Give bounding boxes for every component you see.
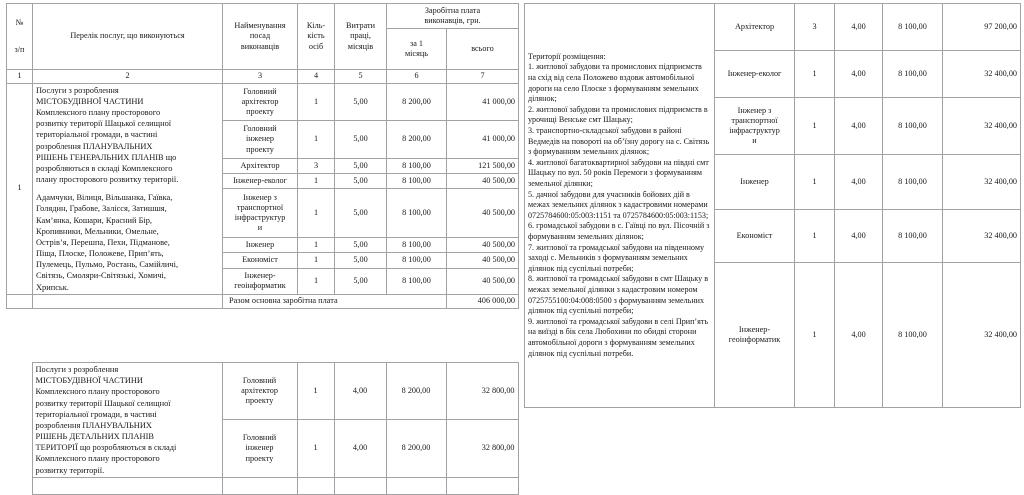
position-line: Головний bbox=[242, 433, 277, 443]
position-line: проекту bbox=[246, 144, 274, 154]
per-month-cell: 8 100,00 bbox=[883, 263, 943, 408]
position-cell: Інженер bbox=[715, 155, 795, 210]
position-cell: Економіст bbox=[223, 253, 298, 268]
header-cell-labour bbox=[335, 4, 387, 70]
desc-line: розвитку території Шацької селищної bbox=[35, 398, 171, 408]
subtotal-value: 406 000,00 bbox=[447, 294, 519, 308]
colnum-6: 6 bbox=[387, 70, 447, 84]
desc-line: розвитку території. bbox=[35, 465, 105, 475]
settlement-line: Кропивники, Мельники, Омельне, bbox=[36, 226, 159, 236]
position-cell bbox=[223, 121, 298, 159]
months-cell: 4,00 bbox=[334, 363, 386, 420]
persons-cell: 1 bbox=[298, 83, 335, 121]
colnum-7: 7 bbox=[447, 70, 519, 84]
months-cell: 5,00 bbox=[335, 173, 387, 188]
position-line: інфраструктур bbox=[729, 126, 780, 135]
per-month-cell: 8 100,00 bbox=[387, 268, 447, 294]
position-cell bbox=[715, 98, 795, 155]
months-cell: 5,00 bbox=[335, 121, 387, 159]
header-persons-line2: кість bbox=[307, 31, 325, 41]
table-row-partial bbox=[6, 477, 518, 494]
territories-table bbox=[524, 3, 1021, 408]
position-line: Головний bbox=[242, 375, 277, 385]
desc-line: розроблення ПЛАНУВАЛЬНИХ bbox=[35, 420, 152, 430]
territories-title: Території розміщення: bbox=[528, 51, 606, 61]
desc-line: РІШЕНЬ ДЕТАЛЬНИХ ПЛАНІВ bbox=[35, 432, 154, 442]
total-cell: 32 400,00 bbox=[943, 51, 1021, 98]
total-cell: 41 000,00 bbox=[447, 121, 519, 159]
settlement-line: Піща, Плоске, Положеве, Прип’ять, bbox=[36, 249, 164, 259]
position-line: проекту bbox=[245, 396, 274, 406]
table-row bbox=[6, 363, 518, 420]
subtotal-empty-desc bbox=[33, 294, 223, 308]
header-cell-number bbox=[7, 4, 33, 70]
territory-item: 6. громадської забудови в с. Гаївці по вул. Пісочній з формуванням земельних ділянок; bbox=[528, 221, 710, 241]
position-line: Інженер з bbox=[243, 192, 277, 202]
months-cell: 4,00 bbox=[835, 155, 883, 210]
months-cell: 5,00 bbox=[335, 253, 387, 268]
header-cell-salary-group bbox=[387, 4, 519, 29]
description-paragraphs bbox=[36, 85, 219, 186]
header-number-line2: з/п bbox=[14, 44, 25, 54]
colnum-1: 1 bbox=[7, 70, 33, 84]
position-line: Інженер- bbox=[244, 270, 276, 280]
header-labour-line1: Витрати bbox=[346, 21, 375, 31]
persons-cell: 1 bbox=[298, 238, 335, 253]
position-line: и bbox=[257, 223, 263, 233]
partial-total-cell bbox=[446, 477, 518, 494]
persons-cell: 1 bbox=[795, 263, 835, 408]
per-month-cell: 8 200,00 bbox=[387, 121, 447, 159]
desc-line: Комплексного плану просторового bbox=[35, 387, 160, 397]
position-line: транспортної bbox=[236, 202, 284, 212]
position-cell: Інженер bbox=[223, 238, 298, 253]
position-line: Головний bbox=[243, 124, 277, 134]
colnum-4: 4 bbox=[298, 70, 335, 84]
persons-cell: 1 bbox=[795, 98, 835, 155]
persons-cell: 1 bbox=[795, 155, 835, 210]
desc-line: ТЕРИТОРІЇ що розробляються в складі bbox=[35, 443, 177, 453]
per-month-cell: 8 100,00 bbox=[883, 98, 943, 155]
per-month-cell: 8 100,00 bbox=[387, 238, 447, 253]
position-cell bbox=[223, 83, 298, 121]
territory-item: 8. житлової та громадської забудови в смт Шацьку в межах земельної ділянки з кадастровим номером 0725755100:04:008:0500 з формуванням земельних ділянок під суспільні потреби; bbox=[528, 274, 709, 316]
months-cell: 5,00 bbox=[335, 158, 387, 173]
right-table-block bbox=[524, 3, 1020, 408]
settlement-line: Світязь, Смоляри-Світязькі, Хомичі, bbox=[36, 271, 166, 281]
territory-item: 1. житлової забудови та промислових підприємств на схід від села Положево вздовж автомобільної дороги на село Плоске з формуванням земельних ділянок; bbox=[528, 62, 702, 104]
row-number-cell: 1 bbox=[7, 83, 33, 294]
desc-spacer bbox=[36, 185, 219, 192]
persons-cell: 1 bbox=[298, 253, 335, 268]
header-cell-persons bbox=[298, 4, 335, 70]
settlement-line: Адамчуки, Вілиця, Вільшанка, Гаївка, bbox=[36, 193, 173, 203]
months-cell: 5,00 bbox=[335, 83, 387, 121]
per-month-cell: 8 100,00 bbox=[883, 4, 943, 51]
per-month-cell: 8 100,00 bbox=[883, 210, 943, 263]
per-month-cell: 8 100,00 bbox=[883, 51, 943, 98]
persons-cell: 3 bbox=[795, 4, 835, 51]
desc-line: розробляються в складі Комплексного bbox=[36, 163, 173, 173]
position-line: інженер bbox=[246, 134, 274, 144]
per-month-cell: 8 200,00 bbox=[386, 420, 446, 477]
territories-cell bbox=[525, 4, 715, 408]
position-line: Головний bbox=[243, 86, 277, 96]
position-line: інженер bbox=[245, 443, 274, 453]
per-month-cell: 8 100,00 bbox=[387, 189, 447, 238]
table-header-row-1 bbox=[7, 4, 519, 29]
desc-line: РІШЕНЬ ГЕНЕРАЛЬНИХ ПЛАНІВ що bbox=[36, 152, 177, 162]
desc-line: розвитку території Шацької селищної bbox=[36, 119, 172, 129]
persons-cell: 1 bbox=[298, 189, 335, 238]
header-salary-line2: виконавців, грн. bbox=[424, 16, 481, 25]
desc-line: МІСТОБУДІВНОЇ ЧАСТИНИ bbox=[36, 96, 144, 106]
partial-persons-cell bbox=[297, 477, 334, 494]
header-labour-line3: місяців bbox=[347, 41, 374, 51]
territory-item: 2. житлової забудови та промислових підприємств в урочищі Венське смт Шацьку; bbox=[528, 104, 708, 125]
persons-cell: 1 bbox=[297, 420, 334, 477]
desc-line: територіальної громади, в частині bbox=[36, 130, 158, 140]
desc-line: плану просторового розвитку території. bbox=[36, 175, 179, 185]
subtotal-empty-number bbox=[7, 294, 33, 308]
position-line: проекту bbox=[245, 453, 274, 463]
territory-item: 3. транспортно-складської забудови в районі Ведмедів на повороті на об’їзну дорогу на с. Світязь з формуванням земельних ділянок; bbox=[528, 126, 710, 157]
total-cell: 32 400,00 bbox=[943, 263, 1021, 408]
months-cell: 5,00 bbox=[335, 268, 387, 294]
header-positions-line1: Найменування bbox=[234, 21, 286, 31]
partial-position-cell bbox=[222, 477, 297, 494]
table-column-numbers-row bbox=[7, 70, 519, 84]
subtotal-label: Разом основна заробітна плата bbox=[223, 294, 447, 308]
months-cell: 4,00 bbox=[835, 4, 883, 51]
services-description-cell bbox=[32, 363, 222, 478]
partial-desc-cell bbox=[32, 477, 222, 494]
total-cell: 40 500,00 bbox=[447, 238, 519, 253]
per-month-cell: 8 200,00 bbox=[386, 363, 446, 420]
header-positions-line2: посад bbox=[249, 31, 271, 41]
total-cell: 32 400,00 bbox=[943, 98, 1021, 155]
territory-item: 4. житлової багатоквартирної забудови на півдні смт Шацьку по вул. 50 років Перемоги з формуванням земельної ділянки; bbox=[528, 157, 709, 189]
position-cell: Архітектор bbox=[715, 4, 795, 51]
months-cell: 5,00 bbox=[335, 189, 387, 238]
header-salary-line1: Заробітна плата bbox=[424, 5, 481, 15]
position-line: архітектор bbox=[241, 96, 279, 106]
position-cell: Архітектор bbox=[223, 158, 298, 173]
position-cell: Інженер-еколог bbox=[223, 173, 298, 188]
total-cell: 32 800,00 bbox=[446, 363, 518, 420]
header-number-line1: № bbox=[15, 18, 24, 28]
persons-cell: 1 bbox=[795, 210, 835, 263]
months-cell: 4,00 bbox=[334, 420, 386, 477]
total-cell: 40 500,00 bbox=[447, 173, 519, 188]
colnum-5: 5 bbox=[335, 70, 387, 84]
position-cell bbox=[222, 363, 297, 420]
total-cell: 41 000,00 bbox=[447, 83, 519, 121]
total-cell: 97 200,00 bbox=[943, 4, 1021, 51]
persons-cell: 1 bbox=[298, 173, 335, 188]
left-table-block-2 bbox=[6, 362, 518, 495]
partial-empty-number bbox=[6, 477, 32, 494]
position-cell: Економіст bbox=[715, 210, 795, 263]
position-line: геоінформатик bbox=[234, 281, 286, 291]
row-number-cell-empty bbox=[6, 363, 32, 478]
desc-line: Послуги з розроблення bbox=[35, 365, 119, 374]
services-table-part1 bbox=[6, 3, 519, 309]
position-cell: Інженер-еколог bbox=[715, 51, 795, 98]
position-cell bbox=[223, 268, 298, 294]
position-line: геоінформатик bbox=[728, 335, 781, 344]
desc-line: розроблення ПЛАНУВАЛЬНИХ bbox=[36, 141, 153, 151]
header-positions-line3: виконавців bbox=[240, 41, 280, 51]
header-cell-services: Перелік послуг, що виконуються bbox=[33, 4, 223, 70]
services-description-cell bbox=[33, 83, 223, 294]
desc-line: Комплексного плану просторового bbox=[35, 454, 160, 464]
header-cell-positions bbox=[223, 4, 298, 70]
settlement-line: Голядин, Грабове, Залісся, Затишшя, bbox=[36, 204, 167, 214]
settlement-line: Хрипськ. bbox=[36, 282, 69, 292]
per-month-cell: 8 200,00 bbox=[387, 83, 447, 121]
desc-line: територіальної громади, в частині bbox=[35, 409, 157, 419]
settlement-line: Кам’янка, Кошари, Красний Бір, bbox=[36, 215, 153, 225]
total-cell: 32 800,00 bbox=[446, 420, 518, 477]
header-cell-per-month bbox=[387, 29, 447, 70]
territory-item: 9. житлової та громадської забудови в селі Прип’ять на виїзді в бік села Любохини по обидві сторони автомобільної дороги з формуванням земельних ділянок під суспільні потреби. bbox=[528, 316, 709, 358]
position-cell bbox=[222, 420, 297, 477]
months-cell: 5,00 bbox=[335, 238, 387, 253]
header-permonth-line1: за 1 bbox=[409, 38, 423, 48]
per-month-cell: 8 100,00 bbox=[387, 173, 447, 188]
settlements-list bbox=[36, 192, 219, 293]
total-cell: 32 400,00 bbox=[943, 210, 1021, 263]
desc-line: МІСТОБУДІВНОЇ ЧАСТИНИ bbox=[35, 376, 143, 386]
total-cell: 121 500,00 bbox=[447, 158, 519, 173]
header-persons-line1: Кіль- bbox=[306, 21, 326, 31]
months-cell: 4,00 bbox=[835, 51, 883, 98]
left-table-block-1 bbox=[6, 3, 518, 309]
position-line: інфраструктур bbox=[234, 213, 286, 223]
subtotal-row bbox=[7, 294, 519, 308]
per-month-cell: 8 100,00 bbox=[387, 253, 447, 268]
colnum-3: 3 bbox=[223, 70, 298, 84]
services-table-part2 bbox=[6, 362, 519, 495]
header-labour-line2: праці, bbox=[350, 31, 371, 41]
total-cell: 40 500,00 bbox=[447, 253, 519, 268]
header-permonth-line2: місяць bbox=[405, 49, 428, 58]
position-line: Інженер з bbox=[737, 105, 772, 115]
territory-item: 7. житлової та громадської забудови на південному заході с. Мельників з формуванням земельних ділянок під суспільні потреби; bbox=[528, 242, 704, 273]
persons-cell: 3 bbox=[298, 158, 335, 173]
months-cell: 4,00 bbox=[835, 98, 883, 155]
months-cell: 4,00 bbox=[835, 263, 883, 408]
position-line: проекту bbox=[246, 107, 274, 117]
header-cell-total: всього bbox=[447, 29, 519, 70]
settlement-line: Пулемець, Пульмо, Ростань, Самійличі, bbox=[36, 260, 179, 270]
total-cell: 40 500,00 bbox=[447, 268, 519, 294]
position-line: транспортної bbox=[731, 115, 778, 125]
persons-cell: 1 bbox=[298, 268, 335, 294]
position-line: архітектор bbox=[241, 386, 278, 396]
position-line: Інженер- bbox=[738, 324, 771, 334]
settlement-line: Острів’я, Перешпа, Пехи, Підманове, bbox=[36, 237, 170, 247]
header-persons-line3: осіб bbox=[308, 41, 324, 51]
months-cell: 4,00 bbox=[835, 210, 883, 263]
total-cell: 40 500,00 bbox=[447, 189, 519, 238]
persons-cell: 1 bbox=[298, 121, 335, 159]
position-cell bbox=[223, 189, 298, 238]
persons-cell: 1 bbox=[297, 363, 334, 420]
table-row bbox=[525, 4, 1021, 51]
position-line: и bbox=[752, 136, 757, 146]
table-row bbox=[7, 83, 519, 121]
persons-cell: 1 bbox=[795, 51, 835, 98]
desc-line: Послуги з розроблення bbox=[36, 85, 119, 95]
per-month-cell: 8 100,00 bbox=[387, 158, 447, 173]
position-cell bbox=[715, 263, 795, 408]
total-cell: 32 400,00 bbox=[943, 155, 1021, 210]
desc-line: Комплексного плану просторового bbox=[36, 108, 161, 117]
partial-months-cell bbox=[334, 477, 386, 494]
colnum-2: 2 bbox=[33, 70, 223, 84]
territory-item: 5. дачної забудови для учасників бойових дій в межах земельних ділянок з кадастровими номерами 0725784600:05:003:1151 та 0725784600:05:003:1153; bbox=[528, 189, 709, 220]
partial-per-month-cell bbox=[386, 477, 446, 494]
per-month-cell: 8 100,00 bbox=[883, 155, 943, 210]
